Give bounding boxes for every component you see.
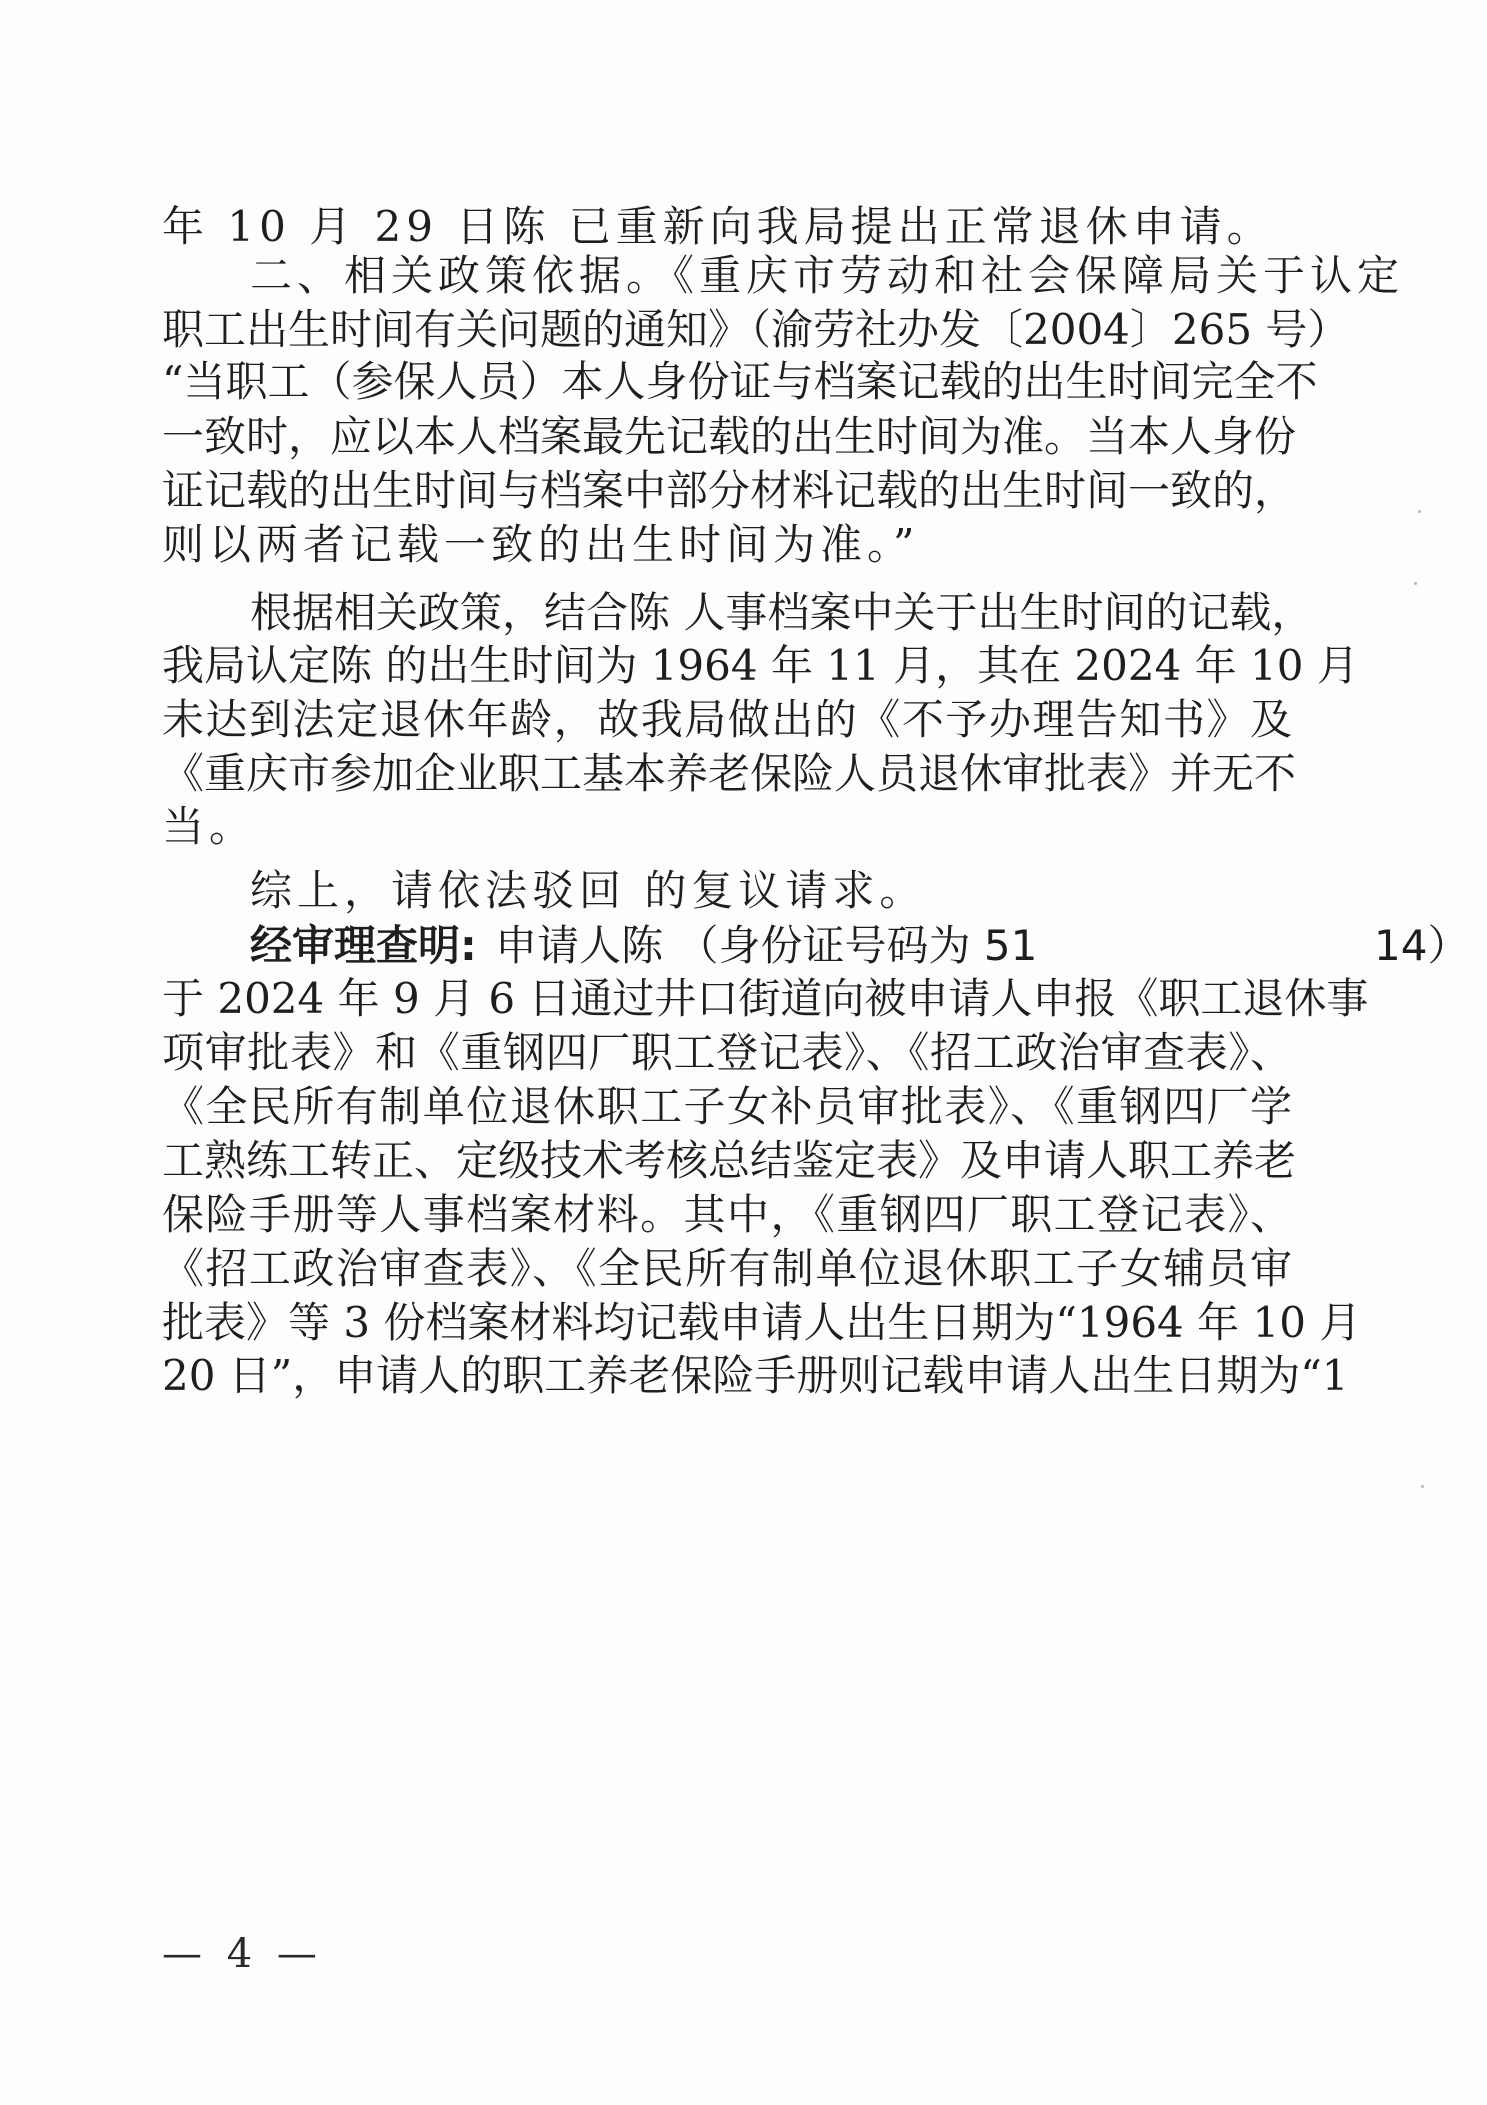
text-line-3: 职工出生时间有关问题的通知》（渝劳社办发〔2004〕265 号）	[162, 305, 1350, 354]
text-line-13: 综上，请依法驳回 的复议请求。	[250, 866, 927, 915]
text-line-21: 20 日”，申请人的职工养老保险手册则记载申请人出生日期为“1	[162, 1351, 1349, 1400]
finding-text-b: 14）	[1374, 921, 1470, 970]
text-line-8: 根据相关政策，结合陈 人事档案中关于出生时间的记载，	[250, 588, 1314, 637]
text-line-20: 批表》等 3 份档案材料均记载申请人出生日期为“1964 年 10 月	[162, 1298, 1362, 1347]
text-line-5: 一致时，应以本人档案最先记载的出生时间为准。当本人身份	[162, 412, 1297, 461]
text-line-12: 当。	[162, 802, 257, 851]
finding-label: 经审理查明:	[250, 921, 477, 970]
scan-speck	[1414, 582, 1417, 585]
finding-text-a: 申请人陈 （身份证号码为 51	[495, 921, 1038, 970]
text-line-15: 项审批表》和《重钢四厂职工登记表》、《招工政治审查表》、	[162, 1028, 1292, 1077]
text-line-6: 证记载的出生时间与档案中部分材料记载的出生时间一致的，	[162, 466, 1297, 515]
page-number: — 4 —	[162, 1931, 323, 1977]
text-line-18: 保险手册等人事档案材料。其中，《重钢四厂职工登记表》、	[162, 1190, 1292, 1239]
scan-speck	[1421, 1485, 1424, 1488]
text-line-4: “当职工（参保人员）本人身份证与档案记载的出生时间完全不	[162, 357, 1318, 406]
scan-speck	[1418, 510, 1421, 513]
text-line-17: 工熟练工转正、定级技术考核总结鉴定表》及申请人职工养老	[162, 1136, 1297, 1185]
text-line-14: 于 2024 年 9 月 6 日通过井口街道向被申请人申报《职工退休事	[162, 974, 1369, 1023]
text-line-9: 我局认定陈 的出生时间为 1964 年 11 月，其在 2024 年 10 月	[162, 641, 1359, 690]
text-line-2: 二、相关政策依据。《重庆市劳动和社会保障局关于认定	[250, 251, 1405, 300]
text-line-10: 未达到法定退休年龄，故我局做出的《不予办理告知书》及	[162, 695, 1292, 744]
finding-line	[250, 916, 1470, 976]
text-line-19: 《招工政治审查表》、《全民所有制单位退休职工子女辅员审	[162, 1244, 1292, 1293]
text-line-16: 《全民所有制单位退休职工子女补员审批表》、《重钢四厂学	[162, 1082, 1292, 1131]
text-line-1: 年 10 月 29 日陈 已重新向我局提出正常退休申请。	[162, 202, 1274, 251]
text-line-11: 《重庆市参加企业职工基本养老保险人员退休审批表》并无不	[162, 749, 1297, 798]
text-line-7: 则以两者记载一致的出生时间为准。”	[162, 520, 920, 569]
